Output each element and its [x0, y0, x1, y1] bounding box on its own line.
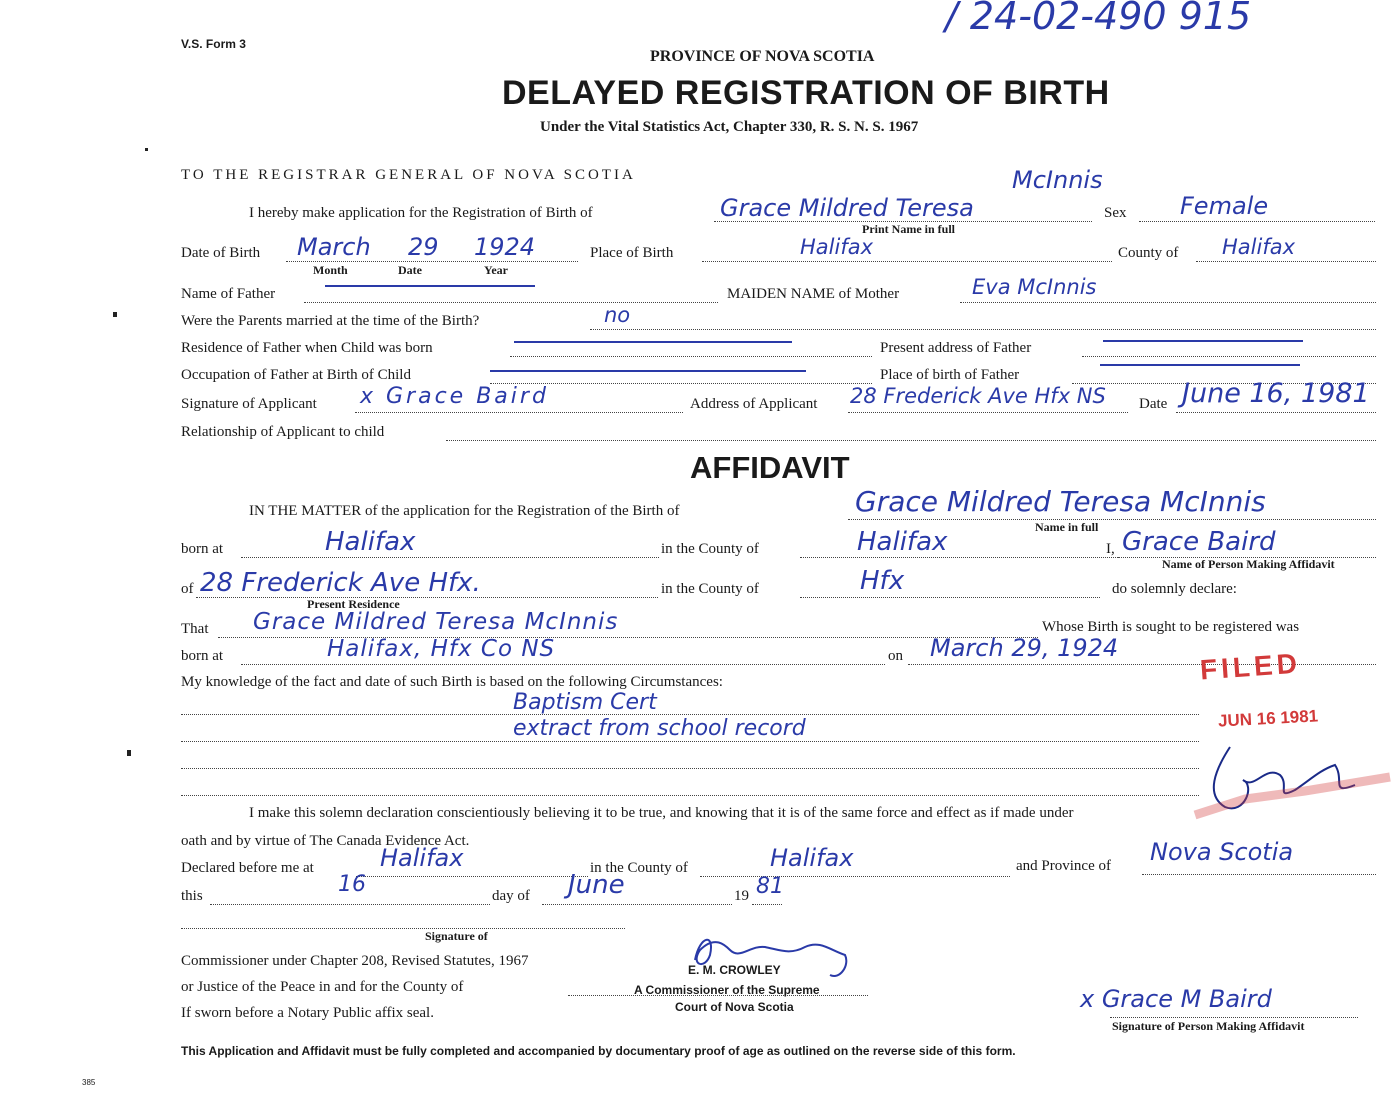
mother-line: [960, 301, 1376, 303]
residence-value: 28 Frederick Ave Hfx.: [200, 568, 481, 598]
address-applicant-label: Address of Applicant: [690, 396, 818, 412]
province-value: Nova Scotia: [1150, 838, 1294, 866]
that-value: Grace Mildred Teresa McInnis: [253, 609, 619, 635]
circumstance-line-4: [181, 794, 1199, 796]
province-heading: PROVINCE OF NOVA SCOTIA: [650, 48, 875, 65]
in-county-value: Halifax: [857, 527, 948, 557]
county-value: Halifax: [1222, 235, 1296, 259]
present-address-father-stroke: [1103, 340, 1303, 342]
residence-father-label: Residence of Father when Child was born: [181, 340, 433, 356]
county3-label: in the County of: [590, 860, 688, 876]
filed-date-stamp: JUN 16 1981: [1217, 706, 1319, 731]
declared-place-value: Halifax: [380, 844, 464, 872]
child-name-value: Grace Mildred Teresa: [720, 194, 974, 222]
name-full-caption: Name in full: [1035, 520, 1099, 534]
print-name-caption: Print Name in full: [862, 222, 955, 236]
notary-line: If sworn before a Notary Public affix seal.: [181, 1005, 434, 1021]
filed-stamp: FILED: [1199, 647, 1302, 686]
day-of-label: day of: [492, 888, 530, 904]
county2-value: Hfx: [860, 566, 905, 596]
month-caption: Month: [313, 263, 348, 277]
margin-speck: [113, 312, 117, 317]
affiant-signature-caption: Signature of Person Making Affidavit: [1112, 1019, 1305, 1033]
apply-label: I hereby make application for the Registration of Birth of: [249, 205, 593, 221]
declared-label: Declared before me at: [181, 860, 314, 876]
county2-label: in the County of: [661, 581, 759, 597]
commissioner-name: E. M. CROWLEY: [688, 963, 781, 977]
affiant-signature: x Grace M Baird: [1080, 985, 1272, 1013]
declaration-line-2: oath and by virtue of The Canada Evidence Act.: [181, 833, 470, 849]
date-line: [1176, 411, 1376, 413]
county-label: County of: [1118, 245, 1179, 261]
page-title: DELAYED REGISTRATION OF BIRTH: [502, 74, 1110, 112]
place-birth-father-stroke: [1100, 364, 1300, 366]
pob-value: Halifax: [800, 235, 874, 259]
married-line: [590, 328, 1376, 330]
address-applicant-value: 28 Frederick Ave Hfx NS: [850, 384, 1106, 408]
present-address-father-label: Present address of Father: [880, 340, 1032, 356]
affiant-caption: Name of Person Making Affidavit: [1162, 557, 1335, 571]
year-caption: Year: [484, 263, 508, 277]
signature-applicant-label: Signature of Applicant: [181, 396, 317, 412]
born-at-line: [241, 556, 659, 558]
on-label: on: [888, 648, 903, 664]
day-value: 16: [338, 872, 366, 897]
residence-father-stroke: [514, 341, 792, 343]
province-label: and Province of: [1016, 858, 1111, 874]
control-number: / 24-02-490 915: [945, 0, 1252, 38]
commissioner-line: Commissioner under Chapter 208, Revised Statutes, 1967: [181, 953, 529, 969]
margin-speck: [145, 148, 148, 151]
affidavit-heading: AFFIDAVIT: [690, 450, 850, 485]
relationship-line: [446, 439, 1376, 441]
pob-line: [702, 260, 1112, 262]
commissioner-sig-line: [181, 927, 625, 929]
declare-label: do solemnly declare:: [1112, 581, 1237, 597]
married-label: Were the Parents married at the time of the Birth?: [181, 313, 480, 329]
county2-line: [800, 596, 1100, 598]
i-label: I,: [1106, 541, 1115, 557]
month-value: June: [568, 870, 625, 900]
father-line: [304, 301, 718, 303]
dob-label: Date of Birth: [181, 245, 261, 261]
matter-name-line: [848, 518, 1376, 520]
signature-applicant-value: x Grace Baird: [360, 384, 549, 409]
date-value: June 16, 1981: [1182, 378, 1370, 409]
residence-caption: Present Residence: [307, 597, 400, 611]
justice-line: or Justice of the Peace in and for the County of: [181, 979, 464, 995]
on-line: [908, 663, 1376, 665]
in-county-label: in the County of: [661, 541, 759, 557]
footer-note: This Application and Affidavit must be fully completed and accompanied by documentary proof of age as outlined on the reverse side of this form.: [181, 1044, 1016, 1058]
year-line: [752, 903, 782, 905]
place-birth-father-label: Place of birth of Father: [880, 367, 1020, 383]
signature-applicant-line: [355, 411, 683, 413]
in-county-line: [800, 556, 1120, 558]
address-applicant-line: [848, 411, 1128, 413]
residence-father-line: [510, 355, 872, 357]
occupation-father-stroke: [490, 370, 806, 372]
date-label: Date: [1139, 396, 1168, 412]
province-line: [1142, 873, 1376, 875]
sex-line: [1139, 220, 1375, 222]
form-id: V.S. Form 3: [181, 37, 246, 51]
county3-line: [700, 875, 1010, 877]
born-at2-value: Halifax, Hfx Co NS: [327, 636, 556, 662]
mother-value: Eva McInnis: [972, 275, 1097, 299]
matter-label: IN THE MATTER of the application for the Registration of the Birth of: [249, 503, 680, 519]
this-label: this: [181, 888, 203, 904]
affiant-name-value: Grace Baird: [1122, 527, 1276, 557]
born-at-value: Halifax: [325, 527, 416, 557]
commissioner-title-2: Court of Nova Scotia: [675, 1000, 794, 1014]
pob-label: Place of Birth: [590, 245, 674, 261]
circumstance-line-1: [181, 713, 1199, 715]
sex-label: Sex: [1104, 205, 1127, 221]
matter-name-value: Grace Mildred Teresa McInnis: [855, 485, 1266, 518]
born-at2-label: born at: [181, 648, 224, 664]
page-subtitle: Under the Vital Statistics Act, Chapter 330, R. S. N. S. 1967: [540, 119, 919, 135]
dob-underline-stroke: [325, 285, 535, 287]
date-caption: Date: [398, 263, 422, 277]
margin-speck: [127, 750, 131, 756]
commissioner-title-1: A Commissioner of the Supreme: [634, 983, 820, 997]
signature-of-caption: Signature of: [425, 929, 488, 943]
month-line: [542, 903, 732, 905]
circumstance-2-value: extract from school record: [513, 716, 806, 741]
county3-value: Halifax: [770, 844, 854, 872]
of-label: of: [181, 581, 194, 597]
affiant-signature-line: [1110, 1016, 1358, 1018]
county-line: [1196, 260, 1376, 262]
year-suffix-value: 81: [756, 874, 784, 899]
relationship-label: Relationship of Applicant to child: [181, 424, 385, 440]
dob-month-value: March: [297, 233, 371, 261]
year-prefix: 19: [734, 888, 749, 904]
child-surname-value: McInnis: [1012, 166, 1103, 194]
dob-date-value: 29: [408, 233, 439, 261]
deputy-registrar-signature: [1185, 735, 1400, 835]
mother-label: MAIDEN NAME of Mother: [727, 286, 900, 302]
sex-value: Female: [1180, 192, 1269, 220]
declaration-line-1: I make this solemn declaration conscientiously believing it to be true, and knowing that it is of the same force and effect as if made under: [249, 805, 1074, 821]
circumstance-line-3: [181, 767, 1199, 769]
occupation-father-label: Occupation of Father at Birth of Child: [181, 367, 411, 383]
day-line: [210, 903, 490, 905]
born-at2-line: [241, 663, 885, 665]
present-address-father-line: [1082, 355, 1376, 357]
on-value: March 29, 1924: [930, 634, 1119, 662]
declared-place-line: [356, 875, 588, 877]
addressee-line: TO THE REGISTRAR GENERAL OF NOVA SCOTIA: [181, 167, 636, 183]
born-at-label: born at: [181, 541, 224, 557]
father-label: Name of Father: [181, 286, 276, 302]
dob-year-value: 1924: [474, 233, 536, 261]
footer-code: 385: [82, 1078, 96, 1087]
whose-birth-label: Whose Birth is sought to be registered was: [1042, 619, 1300, 635]
knowledge-label: My knowledge of the fact and date of such Birth is based on the following Circumstances:: [181, 674, 723, 690]
married-value: no: [604, 303, 631, 327]
circumstance-1-value: Baptism Cert: [513, 690, 657, 715]
that-label: That: [181, 621, 209, 637]
